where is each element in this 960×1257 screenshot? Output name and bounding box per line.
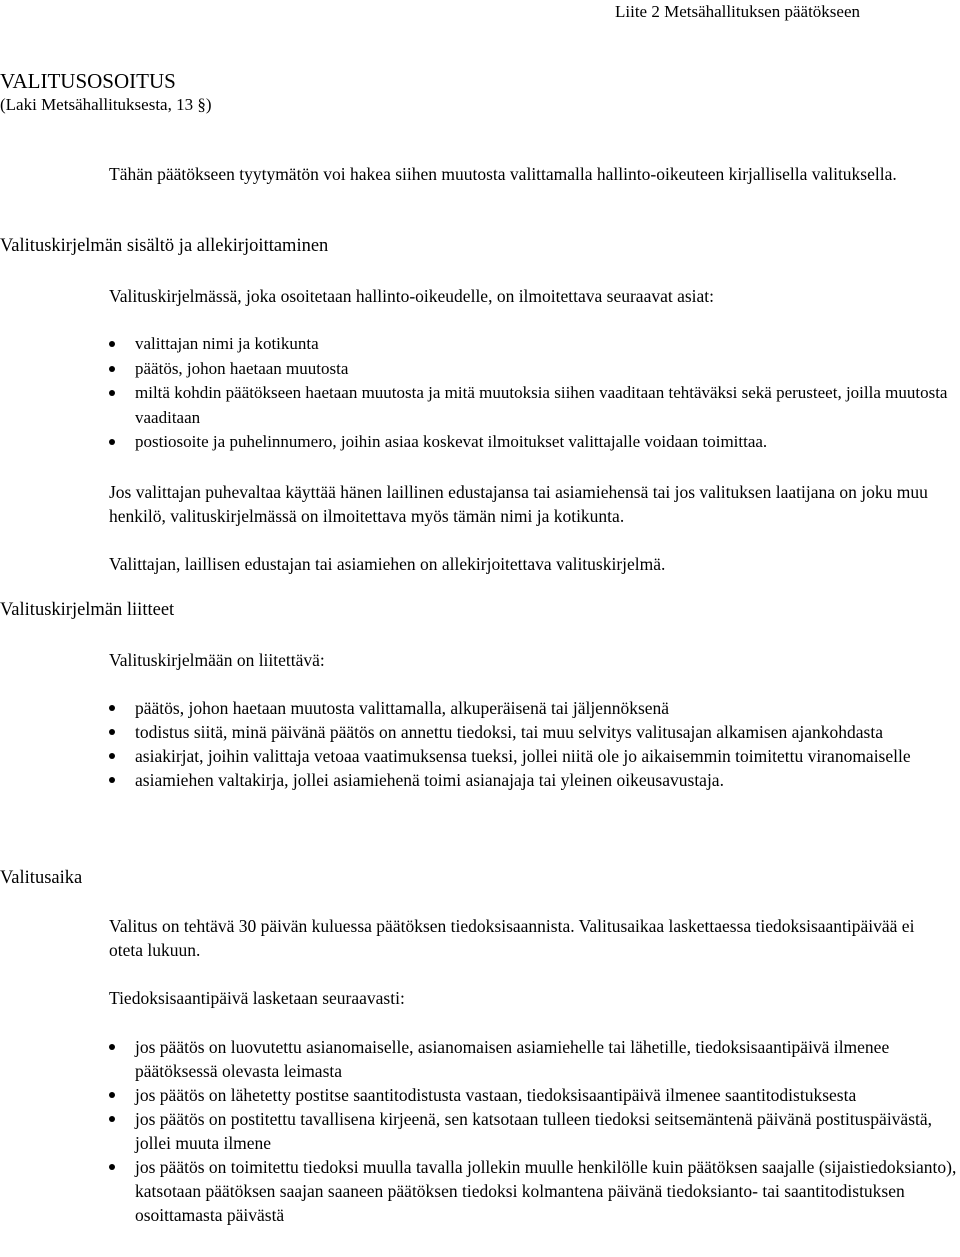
- bullet-icon: [109, 390, 115, 396]
- list-item: jos päätös on luovutettu asianomaiselle, asianomaisen asiamiehelle tai lähetille, tiedoksisaantipäivä ilmenee päätöksessä olevasta leimasta: [109, 1035, 959, 1083]
- bullet-icon: [109, 1116, 115, 1122]
- list-item: todistus siitä, minä päivänä päätös on annettu tiedoksi, tai muu selvitys valitusajan alkamisen ajankohdasta: [109, 720, 959, 744]
- list-item: jos päätös on postitettu tavallisena kirjeenä, sen katsotaan tulleen tiedoksi seitsemäntenä päivänä postituspäivästä, jollei muuta ilmene: [109, 1107, 959, 1155]
- bullet-icon: [109, 777, 115, 783]
- representative-paragraph: Jos valittajan puhevaltaa käyttää hänen laillinen edustajansa tai asiamiehensä tai jos valituksen laatijana on joku muu henkilö, valituskirjelmässä on ilmoitettava myös tämän nimi ja kotikunta.: [109, 482, 928, 526]
- bullet-icon: [109, 366, 115, 372]
- list-item: valittajan nimi ja kotikunta: [109, 332, 959, 357]
- list-item: jos päätös on lähetetty postitse saantitodistusta vastaan, tiedoksisaantipäivä ilmenee saantitodistuksesta: [109, 1083, 959, 1107]
- bullet-icon: [109, 1164, 115, 1170]
- content-lead: Valituskirjelmässä, joka osoitetaan hallinto-oikeudelle, on ilmoitettava seuraavat asiat:: [109, 286, 715, 306]
- list-item: asiakirjat, joihin valittaja vetoaa vaatimuksensa tueksi, jollei niitä ole jo aikaisemmin toimitettu viranomaiselle: [109, 744, 959, 768]
- bullet-icon: [109, 1092, 115, 1098]
- list-item: postiosoite ja puhelinnumero, joihin asiaa koskevat ilmoitukset valittajalle voidaan toimittaa.: [109, 430, 959, 455]
- attachments-lead: Valituskirjelmään on liitettävä:: [109, 650, 325, 670]
- intro-paragraph: Tähän päätökseen tyytymätön voi hakea siihen muutosta valittamalla hallinto-oikeuteen kirjallisella valituksella.: [109, 164, 897, 184]
- bullet-icon: [109, 729, 115, 735]
- list-item: miltä kohdin päätökseen haetaan muutosta ja mitä muutoksia siihen vaaditaan tehtäväksi sekä perusteet, joilla muutosta vaaditaan: [109, 381, 959, 430]
- bullet-icon: [109, 341, 115, 347]
- attachments-list: [109, 696, 959, 792]
- bullet-icon: [109, 1044, 115, 1050]
- section-heading-attachments: Valituskirjelmän liitteet: [0, 600, 175, 620]
- content-list: [109, 332, 959, 455]
- deadline-lead: Tiedoksisaantipäivä lasketaan seuraavasti:: [109, 988, 405, 1008]
- bullet-icon: [109, 439, 115, 445]
- document-title: VALITUSOSOITUS: [0, 69, 176, 93]
- deadline-paragraph: Valitus on tehtävä 30 päivän kuluessa päätöksen tiedoksisaannista. Valitusaikaa laskettaessa tiedoksisaantipäivää ei oteta lukuun.: [109, 916, 915, 960]
- list-item: jos päätös on toimitettu tiedoksi muulla tavalla jollekin muulle henkilölle kuin päätöksen saajalle (sijaistiedoksianto), katsotaan päätöksen saajan saaneen päätöksen tiedoksi kolmantena päivänä tiedoksianto- tai saantitodistuksen osoittamasta päivästä: [109, 1155, 959, 1227]
- deadline-list: [109, 1035, 959, 1227]
- list-item: päätös, johon haetaan muutosta: [109, 357, 959, 382]
- header-note: Liite 2 Metsähallituksen päätökseen: [614, 2, 860, 21]
- document-subtitle: (Laki Metsähallituksesta, 13 §): [0, 95, 212, 114]
- section-heading-deadline: Valitusaika: [0, 868, 83, 888]
- list-item: asiamiehen valtakirja, jollei asiamiehenä toimi asianajaja tai yleinen oikeusavustaja.: [109, 768, 959, 792]
- section-heading-content: Valituskirjelmän sisältö ja allekirjoittaminen: [0, 236, 329, 256]
- signature-paragraph: Valittajan, laillisen edustajan tai asiamiehen on allekirjoitettava valituskirjelmä.: [109, 554, 666, 574]
- list-item: päätös, johon haetaan muutosta valittamalla, alkuperäisenä tai jäljennöksenä: [109, 696, 959, 720]
- bullet-icon: [109, 705, 115, 711]
- bullet-icon: [109, 753, 115, 759]
